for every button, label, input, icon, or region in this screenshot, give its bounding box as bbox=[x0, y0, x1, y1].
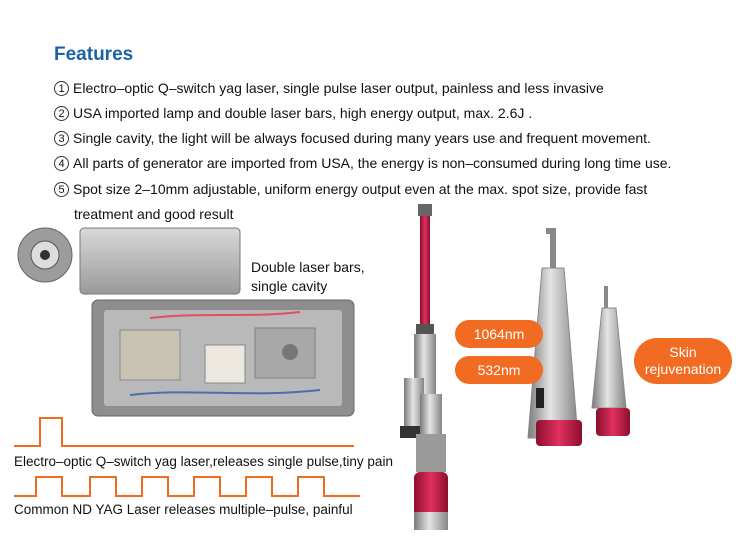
circled-number-icon: 3 bbox=[54, 131, 69, 146]
skin-rejuvenation-badge: Skin rejuvenation bbox=[634, 338, 732, 384]
multi-pulse-caption: Common ND YAG Laser releases multiple–pulse, painful bbox=[14, 502, 353, 517]
multi-pulse-waveform bbox=[14, 477, 360, 496]
laser-cavity-open bbox=[92, 300, 354, 416]
feature-text: Single cavity, the light will be always focused during many years use and frequent movement. bbox=[73, 130, 651, 146]
circled-number-icon: 2 bbox=[54, 106, 69, 121]
circled-number-icon: 1 bbox=[54, 81, 69, 96]
circled-number-icon: 4 bbox=[54, 156, 69, 171]
single-pulse-caption: Electro–optic Q–switch yag laser,releases single pulse,tiny pain bbox=[14, 454, 393, 469]
feature-text: Spot size 2–10mm adjustable, uniform energy output even at the max. spot size, provide fast bbox=[73, 181, 648, 197]
single-pulse-waveform bbox=[14, 418, 354, 446]
wavelength-532-badge: 532nm bbox=[455, 356, 543, 384]
feature-text: All parts of generator are imported from USA, the energy is non–consumed during long time use. bbox=[73, 155, 672, 171]
circled-number-icon: 5 bbox=[54, 182, 69, 197]
feature-text: USA imported lamp and double laser bars, high energy output, max. 2.6J . bbox=[73, 105, 533, 121]
laser-handpiece-small bbox=[592, 286, 630, 436]
laser-handpiece-arm bbox=[400, 204, 448, 530]
wavelength-1064-badge: 1064nm bbox=[455, 320, 543, 348]
cavity-label: Double laser bars, single cavity bbox=[251, 259, 365, 294]
feature-5-continued: treatment and good result bbox=[74, 206, 234, 222]
page-title: Features bbox=[54, 44, 134, 65]
laser-cavity-cover bbox=[18, 228, 240, 294]
feature-text: Electro–optic Q–switch yag laser, single pulse laser output, painless and less invasive bbox=[73, 80, 604, 96]
